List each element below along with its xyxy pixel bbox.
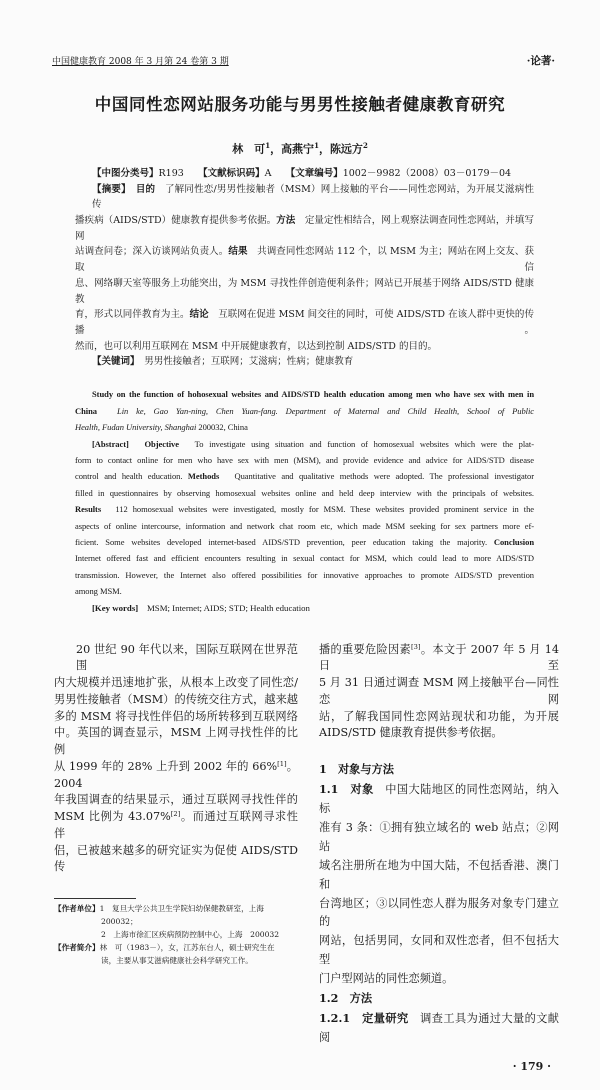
text-run: 然而，也可以利用互联网在 MSM 中开展健康教育，以达到控制 AIDS/STD 的目的。 <box>75 340 437 352</box>
text-run: 年我国调查的结果显示，通过互联网寻找性伴的 <box>54 793 298 807</box>
text-run: 内大规模并迅速地扩张，从根本上改变了同性恋/ <box>54 676 298 690</box>
text-line <box>75 485 534 501</box>
text-run: 2 上海市徐汇区疾病预防控制中心，上海 200032 <box>101 930 280 940</box>
body-column-right-methods <box>319 760 559 1048</box>
text-run: control and health education. <box>75 471 188 482</box>
text-line <box>319 642 559 676</box>
text-run: ficient. Some websites developed internet-based AIDS/STD prevention, peer education taking the majority. <box>75 537 494 548</box>
text-run: 育，形式以同伴教育为主。 <box>75 309 190 321</box>
english-abstract <box>75 386 534 599</box>
text-line <box>75 534 534 550</box>
author-list <box>0 138 600 158</box>
text-run: 1.1 对象 <box>319 782 374 797</box>
text-line <box>54 954 298 967</box>
text-run: 。2004 <box>54 759 298 790</box>
text-run: 1.2 方法 <box>319 991 373 1006</box>
body-column-left <box>54 642 298 877</box>
text-run: 播疾病（AIDS/STD）健康教育提供参考依据。 <box>75 215 277 227</box>
text-run: 网站，包括男同，女同和双性恋者，但不包括大型 <box>319 934 559 967</box>
text-line <box>75 403 534 419</box>
text-line <box>75 339 534 355</box>
text-run: 了解同性恋/男男性接触者（MSM）网上接触的平台——同性恋网站，为开展艾滋病性传 <box>92 183 534 211</box>
text-line <box>319 970 559 989</box>
text-run: 多的 MSM 将寻找性伴侣的场所转移到互联网络 <box>54 709 298 723</box>
text-run: 站，了解我国同性恋网站现状和功能，为开展 <box>319 709 559 723</box>
text-run: Methods <box>187 471 220 482</box>
text-line <box>319 857 559 895</box>
text-run: AIDS/STD 健康教育提供参考依据。 <box>319 726 503 740</box>
text-line <box>319 780 559 819</box>
text-run: 1.2.1 定量研究 <box>319 1010 409 1025</box>
text-run: 【作者单位】 <box>54 904 100 914</box>
text-line <box>54 792 298 809</box>
text-run: 门户型网站的同性恋频道。 <box>319 972 454 986</box>
paper-title: 中国同性恋网站服务功能与男男性接触者健康教育研究 <box>94 95 506 114</box>
text-run <box>97 406 117 416</box>
text-run: 1 对象与方法 <box>319 762 394 777</box>
text-run: Objective <box>144 438 179 449</box>
footnote-divider <box>54 898 136 899</box>
text-run: transmission. However, the Internet also offered possibilities for innovative approaches to promote AIDS/STD prevention <box>75 569 534 580</box>
text-line <box>54 902 298 915</box>
text-run: 共调查同性恋网站 112 个，以 MSM 为主；网站在网上交友、获取信 <box>75 246 534 274</box>
text-line <box>54 709 298 726</box>
text-run: aspects of online intercourse, information and network chat room etc, which made MSM seeking for sex partners more ef- <box>75 520 534 531</box>
text-run: 20 世纪 90 年代以来，国际互联网在世界范围 <box>76 642 298 673</box>
text-line <box>319 725 559 742</box>
author-name: 林 可 <box>232 142 266 156</box>
chinese-keywords <box>75 354 534 370</box>
text-run <box>126 184 136 195</box>
text-line <box>319 709 559 726</box>
text-line <box>75 583 534 599</box>
text-run: 站调查问卷；深入访谈网站负责人。 <box>75 246 229 258</box>
text-run: 定量定性相结合，网上观察法调查同性恋网站，并填写网 <box>75 215 534 242</box>
text-line <box>54 941 298 954</box>
page-number: · 179 · <box>512 1059 551 1073</box>
text-run: Health, Fudan University, Shanghai <box>75 422 197 433</box>
text-run: 互联网在促进 MSM 间交往的同时，可使 AIDS/STD 在该人群中更快的传播。 <box>75 309 534 336</box>
text-run: 1002－9982（2008）03－0179－04 <box>342 167 512 179</box>
text-run: 200032； <box>101 917 138 927</box>
text-run: 方法 <box>276 215 296 227</box>
text-run: A <box>264 167 291 179</box>
text-run: 台湾地区；③以同性恋人群为服务对象专门建立的 <box>319 896 559 929</box>
text-line <box>75 276 534 307</box>
text-line <box>54 725 298 759</box>
text-line <box>75 468 534 484</box>
text-line <box>75 518 534 534</box>
text-run: 【作者简介】 <box>54 943 100 953</box>
text-run: MSM 比例为 43.07% <box>54 810 171 824</box>
author-name: 高燕宁 <box>281 142 315 156</box>
text-run: 播的重要危险因素 <box>319 642 411 656</box>
text-run: [Key words] <box>92 602 139 613</box>
text-run: form to contact online for men who have sex with men (MSM), and provide evidence and advice for AIDS/STD disease <box>75 455 534 466</box>
text-run: Conclusion <box>493 537 534 548</box>
text-run: 【文章编号】 <box>290 167 343 179</box>
text-line <box>75 307 534 338</box>
body-columns <box>0 642 600 1074</box>
text-line <box>54 675 298 692</box>
running-header <box>0 53 600 68</box>
text-line <box>319 1009 559 1048</box>
citation-ref: [2] <box>170 810 181 819</box>
text-run: Internet offered fast and efficient encounters resulting in sexual contact for MSM, which could lead to more AIDS/STD <box>75 553 534 564</box>
body-column-right-intro <box>319 642 559 743</box>
text-run: 从 1999 年的 28% 上升到 2002 年的 66% <box>54 759 278 773</box>
text-run: 调查工具为通过大量的文献阅 <box>319 1011 559 1044</box>
text-run: 林 可（1983－），女，江苏东台人，硕士研究生在 <box>99 943 275 953</box>
text-run: MSM; Internet; AIDS; STD; Health education <box>138 602 310 613</box>
text-run: 中。英国的调查显示，MSM 上网寻找性伴的比例 <box>54 726 298 757</box>
text-line <box>54 928 298 941</box>
citation-ref: [1] <box>277 759 287 768</box>
text-run: 读，主要从事艾滋病健康社会科学研究工作。 <box>101 956 253 966</box>
english-keywords <box>75 600 534 616</box>
text-run: China <box>75 405 97 416</box>
text-run: among MSM. <box>75 586 122 597</box>
author-separator: ， <box>270 142 282 156</box>
text-line <box>319 675 559 709</box>
text-run: 男男性接触者；互联网；艾滋病；性病；健康教育 <box>134 356 354 368</box>
text-run: 。本文于 2007 年 5 月 14 日至 <box>319 642 559 673</box>
text-line <box>54 759 298 793</box>
text-line <box>75 567 534 583</box>
text-run: 【文献标识码】 <box>202 167 265 179</box>
author-affiliation: 1 <box>265 141 271 150</box>
text-line <box>54 809 298 843</box>
text-line <box>75 550 534 566</box>
text-run: Study on the function of hohosexual websites and AIDS/STD health education among men who have sex with men in <box>92 389 534 400</box>
text-run: 1 复旦大学公共卫生学院妇幼保健教研室，上海 <box>99 904 264 914</box>
text-line <box>54 642 298 676</box>
text-line <box>75 386 534 402</box>
text-run: 男男性接触者（MSM）的传统交往方式，越来越 <box>54 692 298 706</box>
right-column <box>319 642 559 1074</box>
journal-header: 中国健康教育 2008 年 3 月第 24 卷第 3 期 <box>52 57 229 67</box>
text-line <box>54 843 298 877</box>
author-affiliation: 2 <box>362 141 368 150</box>
text-line <box>75 182 534 213</box>
text-run: 。而通过互联网寻求性伴 <box>54 810 298 840</box>
front-matter <box>75 166 534 616</box>
text-run: 准有 3 条：①拥有独立域名的 web 站点；②网站 <box>319 820 559 853</box>
text-run: 200032, China <box>196 422 248 433</box>
text-run: 息、网络聊天室等服务上功能突出，为 MSM 寻找性伴创造便利条件；网站已开展基于网络 AIDS/STD 健康教 <box>75 277 534 305</box>
text-line <box>319 819 559 857</box>
citation-ref: [3] <box>411 642 421 651</box>
text-run: R193 <box>158 167 203 179</box>
text-run: Quantitative and qualitative methods were adopted. The professional investigator <box>219 471 534 482</box>
text-run: To investigate using situation and function of homosexual websites which were the plat- <box>178 438 534 449</box>
classification-line <box>75 166 534 182</box>
section-label: ·论著· <box>526 55 555 67</box>
text-line <box>319 895 559 933</box>
text-run: 5 月 31 日通过调查 MSM 网上接触平台—同性恋网 <box>319 676 559 706</box>
text-run: 目的 <box>135 183 156 195</box>
text-line <box>75 436 534 452</box>
text-run: 中国大陆地区的同性恋网站，纳入标 <box>319 783 559 815</box>
text-line <box>54 915 298 928</box>
text-run <box>129 439 145 449</box>
chinese-abstract <box>75 182 534 355</box>
text-run: 【摘要】 <box>92 183 127 195</box>
text-line <box>319 989 559 1009</box>
author-affiliation: 1 <box>314 141 319 150</box>
text-run: 112 homosexual websites were investigated, mostly for MSM. These websites provided prominent service in the <box>101 504 534 515</box>
author-footnotes <box>54 902 298 967</box>
text-line <box>75 244 534 275</box>
text-run: 结论 <box>189 309 209 321</box>
text-run: 【关键词】 <box>92 356 135 368</box>
text-run: 域名注册所在地为中国大陆，不包括香港、澳门和 <box>319 858 559 891</box>
text-line <box>75 213 534 244</box>
text-run: 侣，已被越来越多的研究证实为促使 AIDS/STD 传 <box>54 843 298 874</box>
text-run: Lin ke, Gao Yan-ning, Chen Yuan-fang. Department of Maternal and Child Health, School of Public <box>117 405 534 416</box>
text-line <box>75 501 534 517</box>
text-run: [Abstract] <box>92 438 129 449</box>
author-separator: ， <box>318 142 330 156</box>
text-run: filled in questionnaires by observing homosexual websites online and held deep interview with the principals of websites. <box>75 487 534 498</box>
text-run: 【中图分类号】 <box>92 167 159 179</box>
text-line <box>75 419 534 435</box>
text-run: Results <box>75 504 102 515</box>
left-column <box>54 642 298 1074</box>
text-line <box>54 692 298 709</box>
author-name: 陈远方 <box>329 142 363 156</box>
text-run: 结果 <box>228 246 248 258</box>
text-line <box>319 932 559 970</box>
text-line <box>75 452 534 468</box>
text-line <box>319 760 559 780</box>
